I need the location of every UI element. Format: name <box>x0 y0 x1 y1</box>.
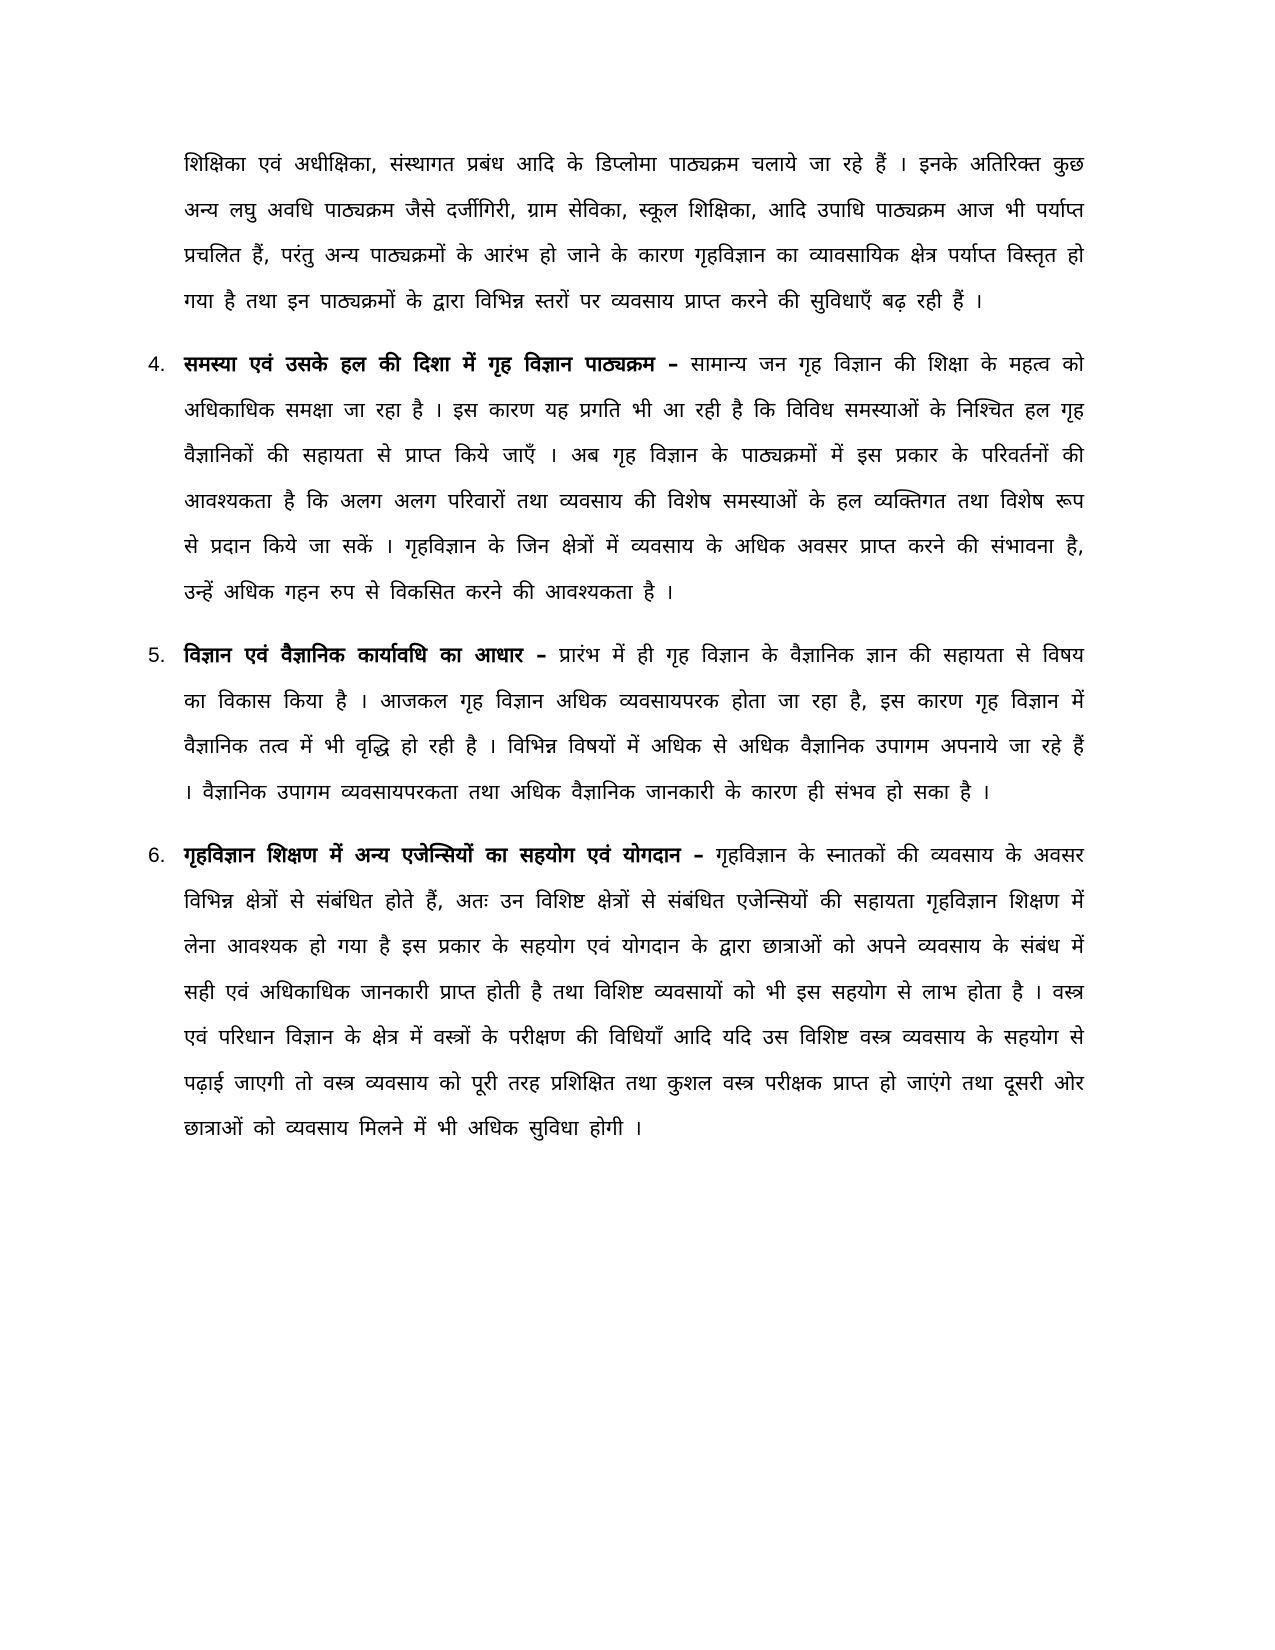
list-item-6 <box>148 833 1084 1152</box>
item-number: 4. <box>148 353 166 376</box>
list-item-4 <box>148 342 1084 615</box>
item-body: गृहविज्ञान के स्नातकों की व्यवसाय के अवसर विभिन्न क्षेत्रों से संबंधित होते हैं, अतः उन विशिष्ट क्षेत्रों से संबंधित एजेन्सियों की सहायता गृहविज्ञान शिक्षण में लेना आवश्यक हो गया है इस प्रकार के सहयोग एवं योगदान के द्वारा छात्राओं को अपने व्यवसाय के संबंध में सही एवं अधिकाधिक जानकारी प्राप्त होती है तथा विशिष्ट व्यवसायों को भी इस सहयोग से लाभ होता है । वस्त्र एवं परिधान विज्ञान के क्षेत्र में वस्त्रों के परीक्षण की विधियाँ आदि यदि उस विशिष्ट वस्त्र व्यवसाय के सहयोग से पढ़ाई जाएगी तो वस्त्र व्यवसाय को पूरी तरह प्रशिक्षित तथा कुशल वस्त्र परीक्षक प्राप्त हो जाएंगे तथा दूसरी ओर छात्राओं को व्यवसाय मिलने में भी अधिक सुविधा होगी । <box>184 843 1084 1140</box>
page-content <box>148 142 1085 1152</box>
list-item-5 <box>148 633 1085 815</box>
intro-paragraph: शिक्षिका एवं अधीक्षिका, संस्थागत प्रबंध आदि के डिप्लोमा पाठ्यक्रम चलाये जा रहे हैं । इनके अतिरिक्त कुछ अन्य लघु अवधि पाठ्यक्रम जैसे दर्जीगिरी, ग्राम सेविका, स्कूल शिक्षिका, आदि उपाधि पाठ्यक्रम आज भी पर्याप्त प्रचलित हैं, परंतु अन्य पाठ्यक्रमों के आरंभ हो जाने के कारण गृहविज्ञान का व्यावसायिक क्षेत्र पर्याप्त विस्तृत हो गया है तथा इन पाठ्यक्रमों के द्वारा विभिन्न स्तरों पर व्यवसाय प्राप्त करने की सुविधाएँ बढ़ रही हैं । <box>184 152 1084 313</box>
item-heading: विज्ञान एवं वैज्ञानिक कार्यावधि का आधार – <box>184 643 547 667</box>
item-heading: समस्या एवं उसके हल की दिशा में गृह विज्ञान पाठ्यक्रम – <box>184 352 679 376</box>
item-paragraph <box>184 342 1084 615</box>
item-number: 6. <box>148 844 166 867</box>
item-number: 5. <box>148 644 166 667</box>
item-body: सामान्य जन गृह विज्ञान की शिक्षा के महत्व को अधिकाधिक समक्षा जा रहा है । इस कारण यह प्रगति भी आ रही है कि विविध समस्याओं के निश्चित हल गृह वैज्ञानिकों की सहायता से प्राप्त किये जाएँ । अब गृह विज्ञान के पाठ्यक्रमों में इस प्रकार के परिवर्तनों की आवश्यकता है कि अलग अलग परिवारों तथा व्यवसाय की विशेष समस्याओं के हल व्यक्तिगत तथा विशेष रूप से प्रदान किये जा सकें । गृहविज्ञान के जिन क्षेत्रों में व्यवसाय के अधिक अवसर प्राप्त करने की संभावना है, उन्हें अधिक गहन रुप से विकसित करने की आवश्यकता है । <box>184 352 1084 604</box>
item-body: प्रारंभ में ही गृह विज्ञान के वैज्ञानिक ज्ञान की सहायता से विषय का विकास किया है । आजकल गृह विज्ञान अधिक व्यवसायपरक होता जा रहा है, इस कारण गृह विज्ञान में वैज्ञानिक तत्व में भी वृद्धि हो रही है । विभिन्न विषयों में अधिक से अधिक वैज्ञानिक उपागम अपनाये जा रहे हैं । वैज्ञानिक उपागम व्यवसायपरकता तथा अधिक वैज्ञानिक जानकारी के कारण ही संभव हो सका है । <box>184 643 1085 804</box>
item-heading: गृहविज्ञान शिक्षण में अन्य एजेन्सियों का सहयोग एवं योगदान – <box>184 843 704 867</box>
item-paragraph <box>184 833 1084 1152</box>
item-paragraph <box>184 633 1084 815</box>
